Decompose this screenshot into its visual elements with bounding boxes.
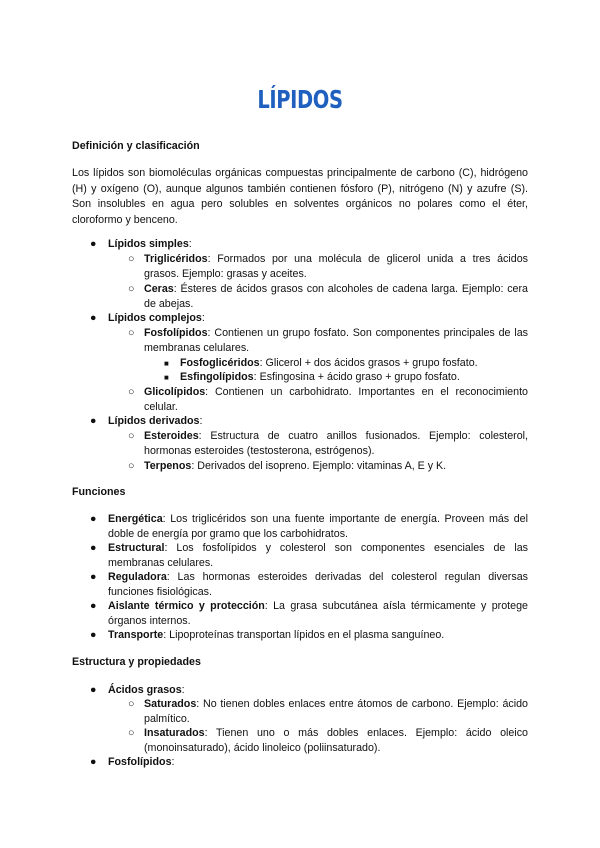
bullet-circle-icon: ○ bbox=[128, 430, 135, 442]
bullet-disc-icon: ● bbox=[90, 312, 97, 324]
bullet-disc-icon: ● bbox=[90, 238, 97, 250]
list-item-esteroides: Esteroides: Estructura de cuatro anillos fusionados. Ejemplo: colesterol, hormonas esteroides (testosterona, estrógenos). bbox=[144, 430, 528, 458]
bullet-disc-icon: ● bbox=[90, 756, 97, 768]
bullet-circle-icon: ○ bbox=[128, 460, 135, 472]
list-item-acidos-grasos: Ácidos grasos: bbox=[108, 684, 185, 696]
bullet-disc-icon: ● bbox=[90, 600, 97, 612]
bullet-square-icon: ■ bbox=[164, 359, 169, 368]
list-item-trigliceridos: Triglicéridos: Formados por una molécula de glicerol unida a tres ácidos grasos. Ejemplo: grasas y aceites. bbox=[144, 253, 528, 281]
list-item-reguladora: Reguladora: Las hormonas esteroides derivadas del colesterol regulan diversas funciones fisiológicas. bbox=[108, 571, 528, 599]
list-item-lipidos-simples: Lípidos simples: bbox=[108, 238, 192, 250]
section-heading-funciones: Funciones bbox=[72, 486, 126, 498]
list-item-transporte: Transporte: Lipoproteínas transportan lípidos en el plasma sanguíneo. bbox=[108, 629, 445, 641]
bullet-square-icon: ■ bbox=[164, 373, 169, 382]
bullet-disc-icon: ● bbox=[90, 542, 97, 554]
page-title: LÍPIDOS bbox=[257, 85, 343, 114]
list-item-energetica: Energética: Los triglicéridos son una fuente importante de energía. Proveen más del doble de energía por gramo que los carbohidratos. bbox=[108, 513, 528, 541]
section-heading-estructura: Estructura y propiedades bbox=[72, 656, 201, 668]
list-item-fosfogliceridos: Fosfoglicéridos: Glicerol + dos ácidos grasos + grupo fosfato. bbox=[180, 357, 478, 369]
bullet-disc-icon: ● bbox=[90, 629, 97, 641]
definicion-paragraph: Los lípidos son biomoléculas orgánicas compuestas principalmente de carbono (C), hidrógeno (H) y oxígeno (O), aunque algunos también contienen fósforo (P), nitrógeno (N) y azufre (S). Son insolubles en agua pero solubles en solventes orgánicos no polares como el éter, cloroformo y benceno. bbox=[72, 167, 528, 226]
list-item-fosfolipidos-estructura: Fosfolípidos: bbox=[108, 756, 175, 768]
bullet-circle-icon: ○ bbox=[128, 253, 135, 265]
bullet-disc-icon: ● bbox=[90, 513, 97, 525]
list-item-estructural: Estructural: Los fosfolípidos y colesterol son componentes esenciales de las membranas celulares. bbox=[108, 542, 528, 570]
list-item-aislante: Aislante térmico y protección: La grasa subcutánea aísla térmicamente y protege órganos internos. bbox=[108, 600, 528, 628]
list-item-lipidos-derivados: Lípidos derivados: bbox=[108, 415, 203, 427]
list-item-esfingolipidos: Esfingolípidos: Esfingosina + ácido graso + grupo fosfato. bbox=[180, 371, 460, 383]
bullet-disc-icon: ● bbox=[90, 415, 97, 427]
list-item-lipidos-complejos: Lípidos complejos: bbox=[108, 312, 205, 324]
list-item-glucolipidos: Glicolípidos: Contienen un carbohidrato. Importantes en el reconocimiento celular. bbox=[144, 386, 528, 414]
bullet-circle-icon: ○ bbox=[128, 386, 135, 398]
list-item-terpenos: Terpenos: Derivados del isopreno. Ejemplo: vitaminas A, E y K. bbox=[144, 460, 447, 472]
list-item-ceras: Ceras: Ésteres de ácidos grasos con alcoholes de cadena larga. Ejemplo: cera de abejas. bbox=[144, 283, 528, 311]
list-item-insaturados: Insaturados: Tienen uno o más dobles enlaces. Ejemplo: ácido oleico (monoinsaturado), ácido linoleico (poliinsaturado). bbox=[144, 727, 528, 755]
bullet-disc-icon: ● bbox=[90, 684, 97, 696]
list-item-fosfolipidos: Fosfolípidos: Contienen un grupo fosfato. Son componentes principales de las membranas celulares. bbox=[144, 327, 528, 355]
bullet-circle-icon: ○ bbox=[128, 283, 135, 295]
list-item-saturados: Saturados: No tienen dobles enlaces entre átomos de carbono. Ejemplo: ácido palmítico. bbox=[144, 698, 528, 726]
bullet-circle-icon: ○ bbox=[128, 327, 135, 339]
bullet-circle-icon: ○ bbox=[128, 698, 135, 710]
section-heading-definicion: Definición y clasificación bbox=[72, 140, 200, 152]
bullet-disc-icon: ● bbox=[90, 571, 97, 583]
bullet-circle-icon: ○ bbox=[128, 727, 135, 739]
